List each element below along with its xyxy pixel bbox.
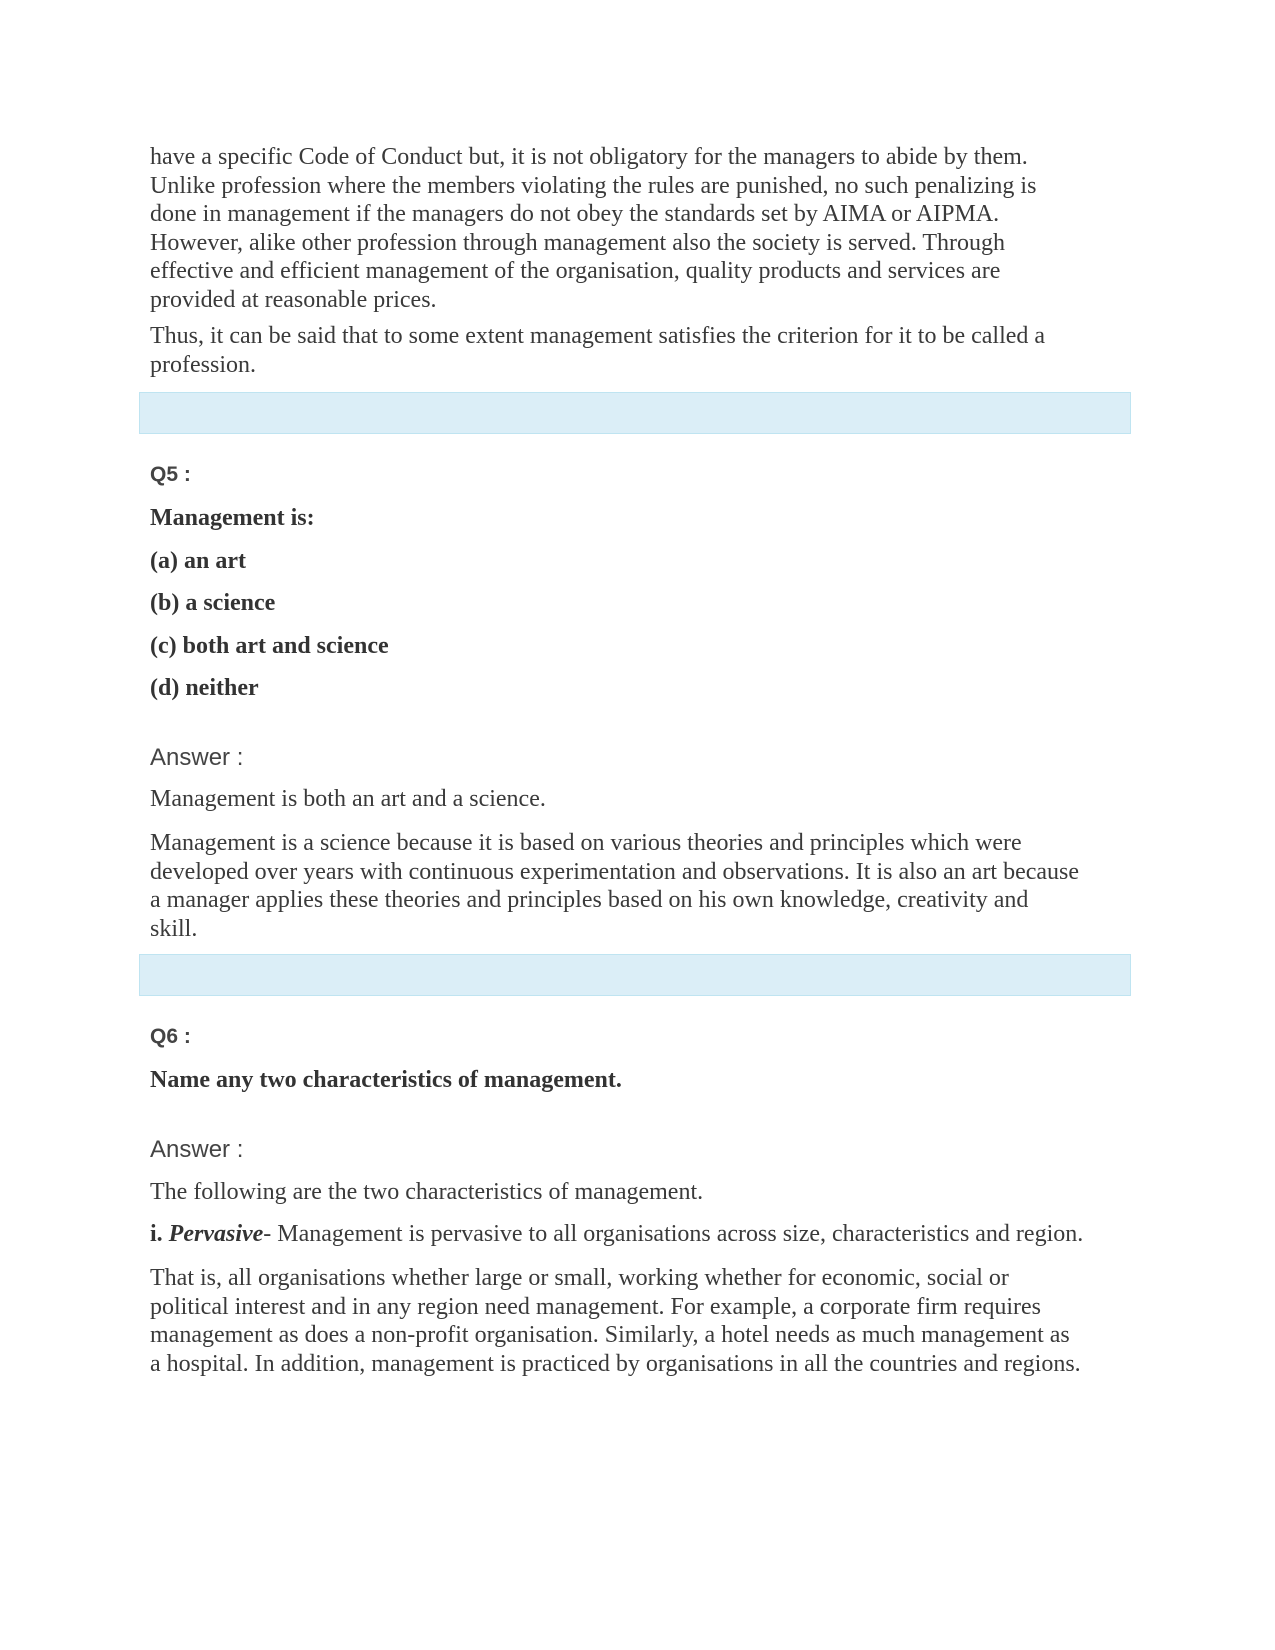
q5-answer-line: developed over years with continuous experimentation and observations. It is also an art because bbox=[150, 858, 1080, 885]
q6-answer-intro: The following are the two characteristics of management. bbox=[150, 1179, 704, 1205]
q6-point-1-term: Pervasive bbox=[168, 1221, 264, 1247]
q5-label: Q5 : bbox=[150, 463, 191, 486]
q6-answer-line: political interest and in any region need management. For example, a corporate firm requires bbox=[150, 1293, 1041, 1320]
q6-answer-paragraph bbox=[150, 1264, 1130, 1378]
intro-line: Unlike profession where the members violating the rules are punished, no such penalizing is bbox=[150, 172, 1037, 199]
intro-line: provided at reasonable prices. bbox=[150, 286, 437, 313]
q6-point-1-number: i. bbox=[150, 1221, 163, 1247]
intro-paragraph bbox=[150, 143, 1130, 314]
q6-answer-label: Answer : bbox=[150, 1136, 244, 1163]
q5-option-c: (c) both art and science bbox=[150, 633, 389, 659]
intro-line: have a specific Code of Conduct but, it is not obligatory for the managers to abide by them. bbox=[150, 144, 1028, 170]
q6-answer-line: management as does a non-profit organisation. Similarly, a hotel needs as much management as bbox=[150, 1322, 1070, 1348]
q6-question: Name any two characteristics of management. bbox=[150, 1067, 622, 1093]
conclusion-line: Thus, it can be said that to some extent management satisfies the criterion for it to be called a bbox=[150, 323, 1046, 349]
q5-option-b: (b) a science bbox=[150, 590, 276, 616]
intro-line: However, alike other profession through management also the society is served. Through bbox=[150, 229, 1006, 256]
conclusion-paragraph bbox=[150, 322, 1130, 379]
intro-line: effective and efficient management of the organisation, quality products and services are bbox=[150, 258, 1001, 284]
q5-answer-line: a manager applies these theories and principles based on his own knowledge, creativity and bbox=[150, 887, 1029, 913]
q5-option-a: (a) an art bbox=[150, 548, 246, 574]
q5-question: Management is: bbox=[150, 505, 315, 531]
q5-answer-line: skill. bbox=[150, 915, 198, 942]
q5-answer-paragraph bbox=[150, 829, 1130, 943]
q6-answer-line: That is, all organisations whether large or small, working whether for economic, social or bbox=[150, 1265, 1009, 1291]
q6-label: Q6 : bbox=[150, 1025, 191, 1048]
section-separator-band bbox=[139, 954, 1131, 996]
q6-answer-line: a hospital. In addition, management is practiced by organisations in all the countries and regions. bbox=[150, 1350, 1081, 1377]
q6-point-1-text: - Management is pervasive to all organisations across size, characteristics and region. bbox=[263, 1221, 1084, 1247]
q5-answer-label: Answer : bbox=[150, 744, 244, 771]
q5-answer-intro: Management is both an art and a science. bbox=[150, 786, 546, 812]
conclusion-line: profession. bbox=[150, 351, 256, 378]
q5-option-d: (d) neither bbox=[150, 675, 259, 701]
q6-point-1 bbox=[150, 1221, 1083, 1248]
q5-answer-line: Management is a science because it is based on various theories and principles which were bbox=[150, 830, 1022, 856]
section-separator-band bbox=[139, 392, 1131, 434]
intro-line: done in management if the managers do not obey the standards set by AIMA or AIPMA. bbox=[150, 201, 1000, 227]
